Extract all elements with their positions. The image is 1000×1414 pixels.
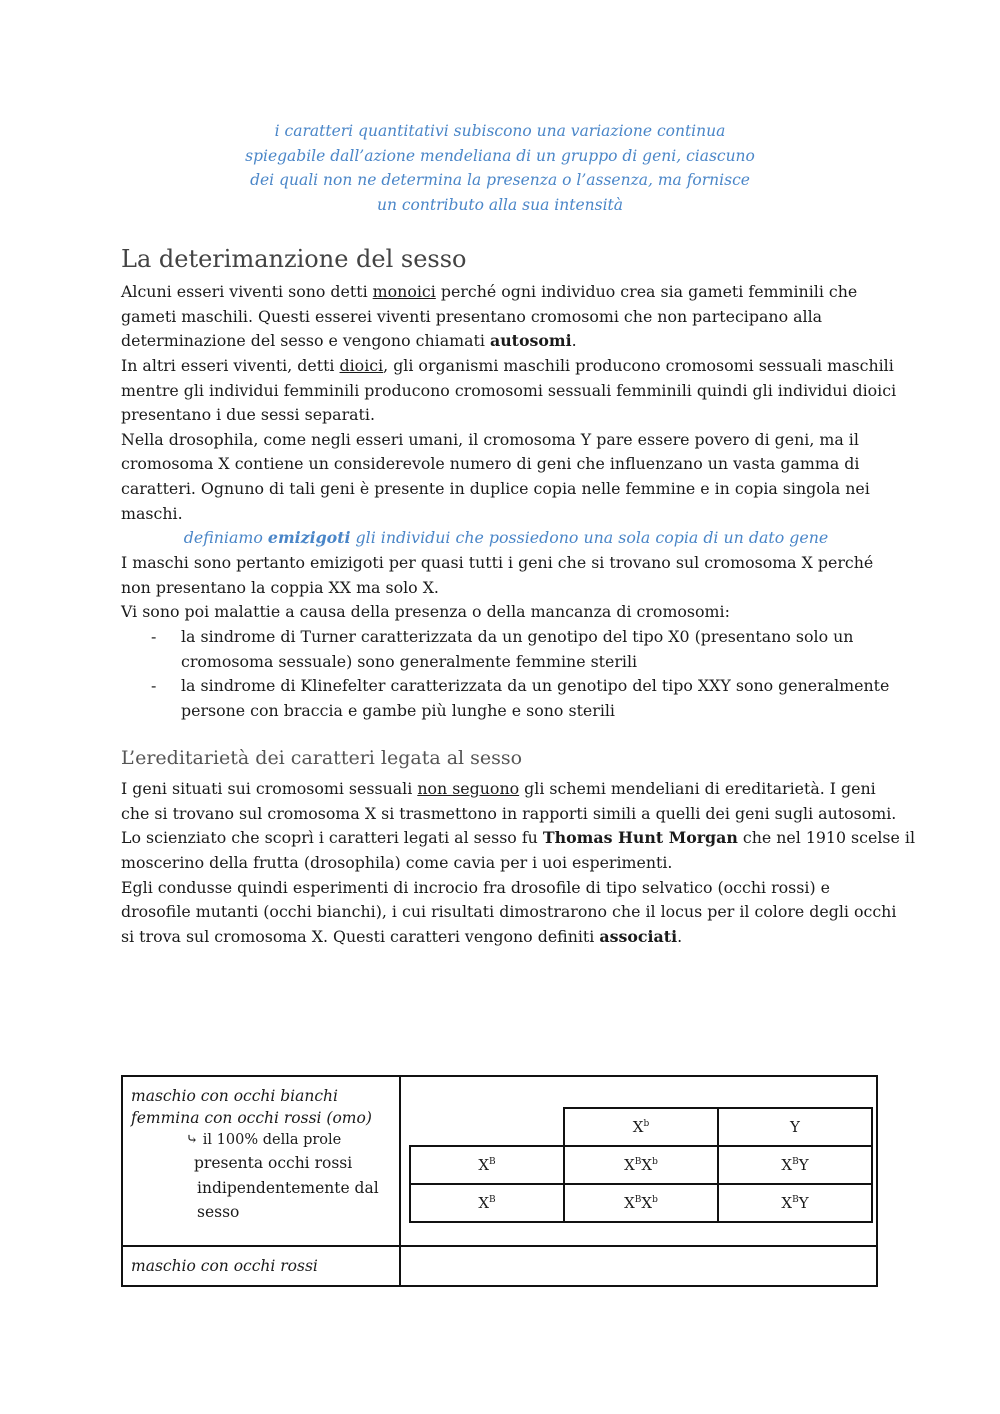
paragraph-line: cromosoma X contiene un considerevole numero di geni che influenzano un vasta gamma di	[121, 454, 860, 474]
quote-line: i caratteri quantitativi subiscono una variazione continua	[274, 122, 726, 140]
underlined-term: non seguono	[417, 779, 520, 798]
section-body	[121, 777, 915, 949]
bullet-dash: -	[151, 676, 157, 696]
result-line: sesso	[197, 1203, 240, 1222]
bold-term: emizigoti	[267, 528, 351, 548]
underlined-term: monoici	[372, 282, 436, 301]
section-body	[121, 280, 897, 724]
punnett-genotype: $X^BY$	[718, 1146, 872, 1184]
punnett-genotype: $X^BX^b$	[564, 1184, 718, 1222]
bold-term: Thomas Hunt Morgan	[542, 828, 738, 848]
punnett-header: $X^B$	[410, 1146, 564, 1184]
bold-term: autosomi	[489, 331, 572, 351]
paragraph-line: I maschi sono pertanto emizigoti per quasi tutti i geni che si trovano sul cromosoma X perché	[121, 553, 874, 573]
cross-parent-line: femmina con occhi rossi (omo)	[131, 1109, 372, 1127]
paragraph-line: che si trovano sul cromosoma X si trasmettono in rapporti simili a quelli dei geni sugli autosomi.	[121, 803, 897, 823]
paragraph-line: In altri esseri viventi, detti dioici, gli organismi maschili producono cromosomi sessuali maschili	[121, 355, 894, 375]
paragraph-line: drosofile mutanti (occhi bianchi), i cui risultati dimostrarono che il locus per il colore degli occhi	[121, 902, 897, 922]
punnett-row	[410, 1146, 872, 1184]
table-row	[122, 1076, 877, 1246]
cross-description-cell	[122, 1076, 400, 1246]
paragraph-line: Egli condusse quindi esperimenti di incrocio fra drosofile di tipo selvatico (occhi rossi) e	[121, 877, 830, 897]
punnett-genotype: $X^BX^b$	[564, 1146, 718, 1184]
list-item-continuation: cromosoma sessuale) sono generalmente femmine sterili	[181, 651, 638, 671]
section-title: La deterimanzione del sesso	[121, 245, 467, 273]
list-item: - la sindrome di Klinefelter caratterizzata da un genotipo del tipo XXY sono generalmente	[121, 674, 891, 699]
paragraph-line: Alcuni esseri viventi sono detti monoici perché ogni individuo crea sia gameti femminili che	[121, 282, 858, 301]
list-item: - la sindrome di Turner caratterizzata da un genotipo del tipo X0 (presentano solo un	[121, 625, 891, 650]
paragraph-line: Lo scienziato che scoprì i caratteri legati al sesso fu Thomas Hunt Morgan che nel 1910 scelse il	[121, 828, 915, 848]
bullet-dash: -	[151, 626, 157, 646]
definition-line: definiamo emizigoti gli individui che possiedono una sola copia di un dato gene	[183, 528, 829, 548]
paragraph-line: caratteri. Ognuno di tali geni è presente in duplice copia nelle femmine e in copia singola nei	[121, 479, 870, 499]
punnett-header: $X^B$	[410, 1184, 564, 1222]
quote-line: un contributo alla sua intensità	[376, 196, 623, 215]
paragraph-line: determinazione del sesso e vengono chiamati autosomi.	[121, 331, 577, 351]
punnett-empty-corner	[410, 1108, 564, 1146]
punnett-genotype: $X^BY$	[718, 1184, 872, 1222]
bold-term: associati	[599, 926, 678, 946]
paragraph-line: Vi sono poi malattie a causa della presenza o della mancanza di cromosomi:	[121, 602, 730, 622]
punnett-row	[410, 1184, 872, 1222]
section-title: L’ereditarietà dei caratteri legata al sesso	[121, 747, 523, 769]
paragraph-line: moscerino della frutta (drosophila) come cavia per i uoi esperimenti.	[121, 852, 673, 872]
paragraph-line: maschi.	[121, 503, 183, 523]
underlined-term: dioici	[339, 355, 384, 375]
list-item-continuation: persone con braccia e gambe più lunghe e sono sterili	[181, 700, 615, 720]
paragraph-line: non presentano la coppia XX ma solo X.	[121, 577, 439, 597]
punnett-header: Y	[718, 1108, 872, 1146]
punnett-header: $X^b$	[564, 1108, 718, 1146]
punnett-cell	[400, 1076, 877, 1246]
paragraph-line: si trova sul cromosoma X. Questi caratteri vengono definiti associati.	[121, 926, 683, 946]
paragraph-line: mentre gli individui femminili producono cromosomi sessuali femminili quindi gli individui dioici	[121, 380, 897, 400]
paragraph-line: I geni situati sui cromosomi sessuali non seguono gli schemi mendeliani di ereditarietà. I geni	[121, 779, 876, 798]
punnett-row	[410, 1108, 872, 1146]
quote-line: dei quali non ne determina la presenza o l’assenza, ma fornisce	[250, 171, 750, 190]
cross-description-cell: maschio con occhi rossi	[122, 1246, 400, 1286]
empty-cell	[400, 1246, 877, 1286]
result-line: indipendentemente dal	[197, 1178, 379, 1197]
quote-block	[200, 119, 800, 218]
cross-parent-line: maschio con occhi bianchi	[131, 1087, 338, 1105]
paragraph-line: Nella drosophila, come negli esseri umani, il cromosoma Y pare essere povero di geni, ma il	[121, 429, 859, 449]
quote-line: spiegabile dall’azione mendeliana di un gruppo di geni, ciascuno	[245, 146, 755, 165]
paragraph-line: gameti maschili. Questi esserei viventi presentano cromosomi che non partecipano alla	[121, 306, 823, 326]
cross-table	[121, 1075, 878, 1287]
result-arrow-line: ⤷ il 100% della prole	[186, 1132, 342, 1148]
table-row	[122, 1246, 877, 1286]
paragraph-line: presentano i due sessi separati.	[121, 405, 375, 425]
result-line: presenta occhi rossi	[194, 1154, 353, 1172]
punnett-square	[409, 1107, 873, 1223]
